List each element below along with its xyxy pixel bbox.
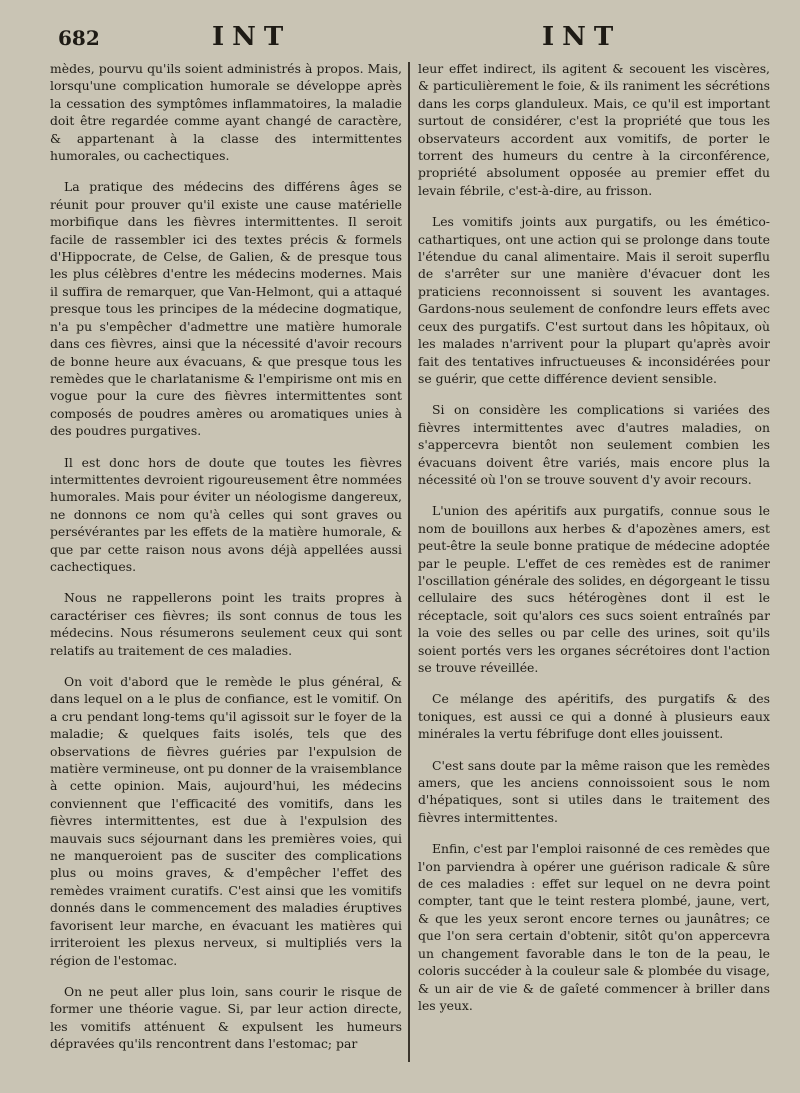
left-column: [50, 60, 402, 1070]
running-header: [0, 20, 800, 56]
paragraph: L'union des apéritifs aux purgatifs, connue sous le nom de bouillons aux herbes & d'apozènes amers, est peut-être la seule bonne pratique de médecine adoptée par le peuple. L'effet de ces remèdes est de ranimer l'oscillation générale des solides, en dégorgeant le tissu cellulaire des sucs hétérogènes dont il est le réceptacle, soit qu'alors ces sucs soient entraînés par la voie des selles ou par celle des urines, soit qu'ils soient portés vers les organes sécrétoires dont l'action se trouve réveillée.: [418, 503, 770, 675]
paragraph: Enfin, c'est par l'emploi raisonné de ces remèdes que l'on parviendra à opérer une guérison radicale & sûre de ces maladies : effet sur lequel on ne devra point compter, tant que le teint restera plombé, jaune, vert, & que les yeux seront encore ternes ou jaunâtres; ce que l'on sera certain d'obtenir, sitôt qu'on appercevra un changement favorable dans le ton de la peau, le coloris succéder à la couleur sale & plombée du visage, & un air de vie & de gaîeté commencer à briller dans les yeux.: [418, 841, 770, 1013]
paragraph: Les vomitifs joints aux purgatifs, ou les émético-cathartiques, ont une action qui se prolonge dans toute l'étendue du canal alimentaire. Mais il seroit superflu de s'arrêter sur une manière d'évacuer dont les praticiens reconnoissent si souvent les avantages. Gardons-nous seulement de confondre leurs effets avec ceux des purgatifs. C'est surtout dans les hôpitaux, où les malades n'arrivent pour la plupart qu'après avoir fait des tentatives infructueuses & inconsidérées pour se guérir, que cette différence devient sensible.: [418, 214, 770, 386]
paragraph: On ne peut aller plus loin, sans courir le risque de former une théorie vague. Si, par leur action directe, les vomitifs atténuent & expulsent les humeurs dépravées qu'ils rencontrent dans l'estomac; par: [50, 983, 402, 1052]
paragraph: Nous ne rappellerons point les traits propres à caractériser ces fièvres; ils sont connus de tous les médecins. Nous résumerons seulement ceux qui sont relatifs au traitement de ces maladies.: [50, 590, 402, 658]
paragraph: La pratique des médecins des différens âges se réunit pour prouver qu'il existe une cause matérielle morbifique dans les fièvres intermittentes. Il seroit facile de rassembler ici des textes précis & formels d'Hippocrate, de Celse, de Galien, & de presque tous les plus célèbres d'entre les médecins modernes. Mais il suffira de remarquer, que Van-Helmont, qui a attaqué presque tous les principes de la médecine dogmatique, n'a pu s'empêcher d'admettre une matière humorale dans ces fièvres, ainsi que la nécessité d'avoir recours de bonne heure aux évacuans, & que presque tous les remèdes que le charlatanisme & l'empirisme ont mis en vogue pour la cure des fièvres intermittentes sont composés de poudres amères ou aromatiques unies à des poudres purgatives.: [50, 179, 402, 439]
page-number: 682: [58, 26, 100, 50]
paragraph: On voit d'abord que le remède le plus général, & dans lequel on a le plus de confiance, est le vomitif. On a cru pendant long-tems qu'il agissoit sur le foyer de la maladie; & quelques faits isolés, tels que des observations de fièvres guéries par l'expulsion de matière vermineuse, ont pu donner de la vraisemblance à cette opinion. Mais, aujourd'hui, les médecins conviennent que l'efficacité des vomitifs, dans les fièvres intermittentes, est due à l'expulsion des mauvais sucs séjournant dans les premières voies, qui ne manqueroient pas de susciter des complications plus ou moins graves, & d'empêcher l'effet des remèdes vraiment curatifs. C'est ainsi que les vomitifs donnés dans le commencement des maladies éruptives favorisent leur marche, en évacuant les matières qui irriteroient les plexus nerveux, si multipliés vers la région de l'estomac.: [50, 674, 402, 968]
running-title-right: INT: [542, 22, 622, 52]
paragraph: Ce mélange des apéritifs, des purgatifs & des toniques, est aussi ce qui a donné à plusieurs eaux minérales la vertu fébrifuge dont elles jouissent.: [418, 691, 770, 742]
paragraph: Il est donc hors de doute que toutes les fièvres intermittentes devroient rigoureusement être nommées humorales. Mais pour éviter un néologisme dangereux, ne donnons ce nom qu'à celles qui sont graves ou persévérantes par les effets de la matière humorale, & que par cette raison nous avons déjà appellées aussi cachectiques.: [50, 454, 402, 574]
paragraph: leur effet indirect, ils agitent & secouent les viscères, & particulièrement le foie, & ils raniment les sécrétions dans les corps glanduleux. Mais, ce qu'il est important surtout de considérer, c'est la propriété que tous les observateurs accordent aux vomitifs, de porter le torrent des humeurs du centre à la circonférence, propriété absolument opposée au premier effet du levain fébrile, c'est-à-dire, au frisson.: [418, 61, 770, 198]
paragraph: C'est sans doute par la même raison que les remèdes amers, que les anciens connoissoient sous le nom d'hépatiques, sont si utiles dans le traitement des fièvres intermittentes.: [418, 757, 770, 825]
paragraph: Si on considère les complications si variées des fièvres intermittentes avec d'autres maladies, on s'appercevra bientôt non seulement combien les évacuans doivent être variés, mais encore plus la nécessité où l'on se trouve souvent d'y avoir recours.: [418, 402, 770, 487]
right-column: [418, 60, 770, 1070]
paragraph: mèdes, pourvu qu'ils soient administrés à propos. Mais, lorsqu'une complication humorale se développe après la cessation des symptômes inflammatoires, la maladie doit être regardée comme ayant changé de caractère, & appartenant à la classe des intermittentes humorales, ou cachectiques.: [50, 61, 402, 164]
running-title-left: INT: [212, 22, 292, 52]
column-divider: [408, 62, 410, 1062]
